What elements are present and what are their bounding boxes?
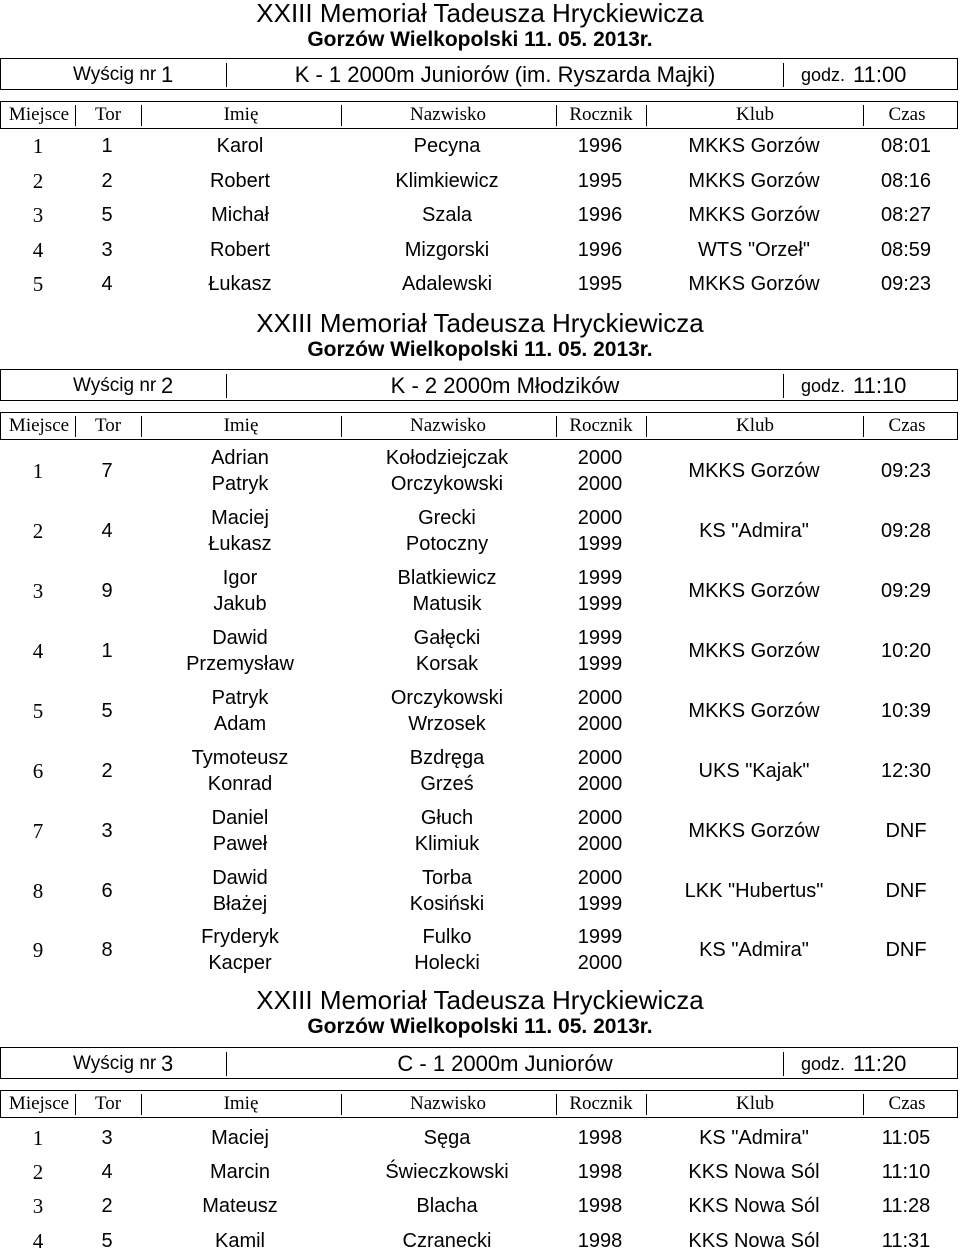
start-time: 11:00 <box>853 62 907 87</box>
lane: 2 <box>101 1195 113 1217</box>
last-name: Holecki <box>414 952 480 974</box>
place: 3 <box>32 203 44 227</box>
meet-title: XXIII Memoriał Tadeusza Hryckiewicza <box>256 0 704 28</box>
last-name: Potoczny <box>405 533 489 555</box>
finish-time: 08:27 <box>880 204 932 226</box>
column-header-club: Klub <box>736 104 774 125</box>
column-header-first-name: Imię <box>223 104 259 125</box>
place: 4 <box>32 1229 44 1253</box>
column-divider <box>646 416 647 437</box>
birth-year: 1999 <box>577 533 623 555</box>
race-label: Wyścig nr <box>73 1053 157 1074</box>
birth-year: 2000 <box>577 807 623 829</box>
race-label: Wyścig nr <box>73 375 157 396</box>
first-name: Przemysław <box>186 653 294 675</box>
race-name: K - 1 2000m Juniorów (im. Ryszarda Majki) <box>294 62 716 87</box>
column-header-club: Klub <box>736 415 774 436</box>
place: 4 <box>32 639 44 663</box>
first-name: Patryk <box>211 687 269 709</box>
birth-year: 1996 <box>577 135 623 157</box>
race-header-bar <box>0 58 958 90</box>
birth-year: 1998 <box>577 1127 623 1149</box>
column-divider <box>75 105 76 126</box>
column-divider <box>75 416 76 437</box>
birth-year: 1999 <box>577 893 623 915</box>
column-divider <box>646 1094 647 1115</box>
birth-year: 2000 <box>577 867 623 889</box>
birth-year: 2000 <box>577 687 623 709</box>
finish-time: 12:30 <box>880 760 932 782</box>
first-name: Łukasz <box>208 273 272 295</box>
birth-year: 1998 <box>577 1195 623 1217</box>
last-name: Orczykowski <box>390 687 504 709</box>
finish-time: 09:23 <box>880 273 932 295</box>
column-header-time: Czas <box>888 104 926 125</box>
column-divider <box>141 1094 142 1115</box>
birth-year: 1999 <box>577 627 623 649</box>
column-header-last-name: Nazwisko <box>410 104 486 125</box>
place: 4 <box>32 238 44 262</box>
first-name: Kamil <box>214 1230 265 1252</box>
first-name: Kacper <box>208 952 272 974</box>
lane: 7 <box>101 460 113 482</box>
last-name: Wrzosek <box>408 713 486 735</box>
first-name: Adrian <box>211 447 269 469</box>
last-name: Świeczkowski <box>385 1161 509 1183</box>
lane: 5 <box>101 204 113 226</box>
birth-year: 1998 <box>577 1230 623 1252</box>
last-name: Gałęcki <box>413 627 481 649</box>
last-name: Grześ <box>420 773 474 795</box>
lane: 8 <box>101 939 113 961</box>
first-name: Dawid <box>212 867 268 889</box>
column-header-place: Miejsce <box>8 415 70 436</box>
race-number: 3 <box>161 1051 174 1076</box>
club: MKKS Gorzów <box>688 204 820 226</box>
finish-time: 09:29 <box>880 580 932 602</box>
column-divider <box>341 105 342 126</box>
column-divider <box>863 1094 864 1115</box>
place: 2 <box>32 519 44 543</box>
birth-year: 1995 <box>577 170 623 192</box>
birth-year: 2000 <box>577 447 623 469</box>
meet-subtitle: Gorzów Wielkopolski 11. 05. 2013r. <box>307 338 653 361</box>
meet-subtitle: Gorzów Wielkopolski 11. 05. 2013r. <box>307 28 653 51</box>
start-time-label: godz. <box>801 1054 846 1074</box>
birth-year: 1998 <box>577 1161 623 1183</box>
column-header-club: Klub <box>736 1093 774 1114</box>
birth-year: 2000 <box>577 713 623 735</box>
race-number: 1 <box>161 62 174 87</box>
column-divider <box>556 416 557 437</box>
birth-year: 1999 <box>577 593 623 615</box>
club: MKKS Gorzów <box>688 580 820 602</box>
race-bar-divider <box>783 63 784 87</box>
first-name: Tymoteusz <box>191 747 289 769</box>
first-name: Daniel <box>211 807 269 829</box>
start-time-label: godz. <box>801 65 846 85</box>
column-divider <box>141 105 142 126</box>
column-divider <box>863 105 864 126</box>
birth-year: 2000 <box>577 747 623 769</box>
finish-time: 09:23 <box>880 460 932 482</box>
column-header-year: Rocznik <box>569 1093 633 1114</box>
last-name: Głuch <box>420 807 474 829</box>
birth-year: 1999 <box>577 567 623 589</box>
club: MKKS Gorzów <box>688 273 820 295</box>
place: 8 <box>32 879 44 903</box>
column-header-row <box>0 412 958 440</box>
last-name: Torba <box>421 867 473 889</box>
lane: 2 <box>101 170 113 192</box>
column-header-lane: Tor <box>94 1093 122 1114</box>
lane: 4 <box>101 1161 113 1183</box>
meet-title: XXIII Memoriał Tadeusza Hryckiewicza <box>256 985 704 1015</box>
first-name: Łukasz <box>208 533 272 555</box>
column-header-last-name: Nazwisko <box>410 415 486 436</box>
birth-year: 2000 <box>577 952 623 974</box>
lane: 3 <box>101 239 113 261</box>
last-name: Orczykowski <box>390 473 504 495</box>
column-header-lane: Tor <box>94 415 122 436</box>
lane: 5 <box>101 1230 113 1252</box>
finish-time: DNF <box>885 939 927 961</box>
first-name: Jakub <box>213 593 267 615</box>
club: MKKS Gorzów <box>688 820 820 842</box>
club: MKKS Gorzów <box>688 135 820 157</box>
first-name: Marcin <box>209 1161 270 1183</box>
lane: 2 <box>101 760 113 782</box>
club: KS "Admira" <box>699 520 809 542</box>
column-divider <box>556 1094 557 1115</box>
place: 3 <box>32 1194 44 1218</box>
finish-time: 11:28 <box>881 1195 931 1217</box>
club: UKS "Kajak" <box>698 760 810 782</box>
birth-year: 1996 <box>577 239 623 261</box>
last-name: Klimkiewicz <box>395 170 499 192</box>
birth-year: 1996 <box>577 204 623 226</box>
last-name: Matusik <box>412 593 482 615</box>
race-header-bar <box>0 1047 958 1079</box>
column-header-row <box>0 1090 958 1118</box>
club: KKS Nowa Sól <box>688 1161 820 1183</box>
finish-time: 11:05 <box>881 1127 931 1149</box>
club: KKS Nowa Sól <box>688 1195 820 1217</box>
birth-year: 2000 <box>577 833 623 855</box>
club: KS "Admira" <box>699 1127 809 1149</box>
lane: 9 <box>101 580 113 602</box>
meet-subtitle: Gorzów Wielkopolski 11. 05. 2013r. <box>307 1015 653 1038</box>
last-name: Sęga <box>423 1127 471 1149</box>
column-header-time: Czas <box>888 1093 926 1114</box>
club: KKS Nowa Sól <box>688 1230 820 1252</box>
last-name: Grecki <box>418 507 476 529</box>
race-name: K - 2 2000m Młodzików <box>390 373 620 398</box>
birth-year: 1999 <box>577 653 623 675</box>
first-name: Maciej <box>211 1127 269 1149</box>
column-divider <box>141 416 142 437</box>
place: 1 <box>32 459 44 483</box>
club: MKKS Gorzów <box>688 460 820 482</box>
race-number: 2 <box>161 373 174 398</box>
first-name: Konrad <box>207 773 273 795</box>
first-name: Igor <box>222 567 258 589</box>
finish-time: 10:20 <box>880 640 932 662</box>
finish-time: 11:31 <box>881 1230 931 1252</box>
column-header-year: Rocznik <box>569 415 633 436</box>
column-header-first-name: Imię <box>223 415 259 436</box>
finish-time: 08:01 <box>880 135 932 157</box>
club: MKKS Gorzów <box>688 640 820 662</box>
club: WTS "Orzeł" <box>698 239 810 261</box>
column-divider <box>556 105 557 126</box>
first-name: Karol <box>216 135 264 157</box>
last-name: Adalewski <box>401 273 493 295</box>
birth-year: 1995 <box>577 273 623 295</box>
column-header-place: Miejsce <box>8 1093 70 1114</box>
place: 5 <box>32 699 44 723</box>
column-header-last-name: Nazwisko <box>410 1093 486 1114</box>
lane: 3 <box>101 820 113 842</box>
finish-time: 09:28 <box>880 520 932 542</box>
last-name: Czranecki <box>402 1230 492 1252</box>
last-name: Korsak <box>415 653 479 675</box>
start-time: 11:10 <box>853 373 907 398</box>
last-name: Klimiuk <box>414 833 480 855</box>
first-name: Adam <box>213 713 267 735</box>
column-header-time: Czas <box>888 415 926 436</box>
start-time: 11:20 <box>853 1051 907 1076</box>
column-divider <box>863 416 864 437</box>
last-name: Blatkiewicz <box>397 567 497 589</box>
start-time-label: godz. <box>801 376 846 396</box>
place: 1 <box>32 134 44 158</box>
place: 9 <box>32 938 44 962</box>
place: 2 <box>32 169 44 193</box>
place: 7 <box>32 819 44 843</box>
finish-time: 08:16 <box>880 170 932 192</box>
birth-year: 2000 <box>577 507 623 529</box>
finish-time: 08:59 <box>880 239 932 261</box>
first-name: Paweł <box>212 833 268 855</box>
last-name: Mizgorski <box>404 239 490 261</box>
place: 2 <box>32 1160 44 1184</box>
place: 3 <box>32 579 44 603</box>
column-header-lane: Tor <box>94 104 122 125</box>
lane: 1 <box>101 135 113 157</box>
column-divider <box>341 416 342 437</box>
lane: 4 <box>101 273 113 295</box>
place: 1 <box>32 1126 44 1150</box>
club: MKKS Gorzów <box>688 170 820 192</box>
lane: 1 <box>101 640 113 662</box>
lane: 3 <box>101 1127 113 1149</box>
last-name: Pecyna <box>413 135 481 157</box>
last-name: Blacha <box>416 1195 478 1217</box>
column-header-first-name: Imię <box>223 1093 259 1114</box>
club: MKKS Gorzów <box>688 700 820 722</box>
first-name: Maciej <box>211 507 269 529</box>
first-name: Robert <box>209 239 271 261</box>
meet-title: XXIII Memoriał Tadeusza Hryckiewicza <box>256 308 704 338</box>
finish-time: 10:39 <box>880 700 932 722</box>
column-divider <box>646 105 647 126</box>
last-name: Szala <box>421 204 473 226</box>
place: 6 <box>32 759 44 783</box>
first-name: Michał <box>211 204 269 226</box>
birth-year: 2000 <box>577 473 623 495</box>
first-name: Mateusz <box>202 1195 278 1217</box>
race-header-bar <box>0 369 958 401</box>
club: KS "Admira" <box>699 939 809 961</box>
column-divider <box>341 1094 342 1115</box>
first-name: Patryk <box>211 473 269 495</box>
last-name: Fulko <box>422 926 472 948</box>
birth-year: 1999 <box>577 926 623 948</box>
place: 5 <box>32 272 44 296</box>
finish-time: 11:10 <box>881 1161 931 1183</box>
first-name: Fryderyk <box>201 926 279 948</box>
race-label: Wyścig nr <box>73 64 157 85</box>
column-header-place: Miejsce <box>8 104 70 125</box>
finish-time: DNF <box>885 880 927 902</box>
last-name: Bzdręga <box>409 747 485 769</box>
lane: 6 <box>101 880 113 902</box>
race-bar-divider <box>783 1052 784 1076</box>
column-header-row <box>0 101 958 129</box>
column-header-year: Rocznik <box>569 104 633 125</box>
finish-time: DNF <box>885 820 927 842</box>
last-name: Kołodziejczak <box>385 447 509 469</box>
race-name: C - 1 2000m Juniorów <box>397 1051 613 1076</box>
club: LKK "Hubertus" <box>684 880 824 902</box>
last-name: Kosiński <box>409 893 485 915</box>
first-name: Dawid <box>212 627 268 649</box>
lane: 4 <box>101 520 113 542</box>
birth-year: 2000 <box>577 773 623 795</box>
first-name: Błażej <box>212 893 268 915</box>
first-name: Robert <box>209 170 271 192</box>
lane: 5 <box>101 700 113 722</box>
column-divider <box>75 1094 76 1115</box>
race-bar-divider <box>783 374 784 398</box>
